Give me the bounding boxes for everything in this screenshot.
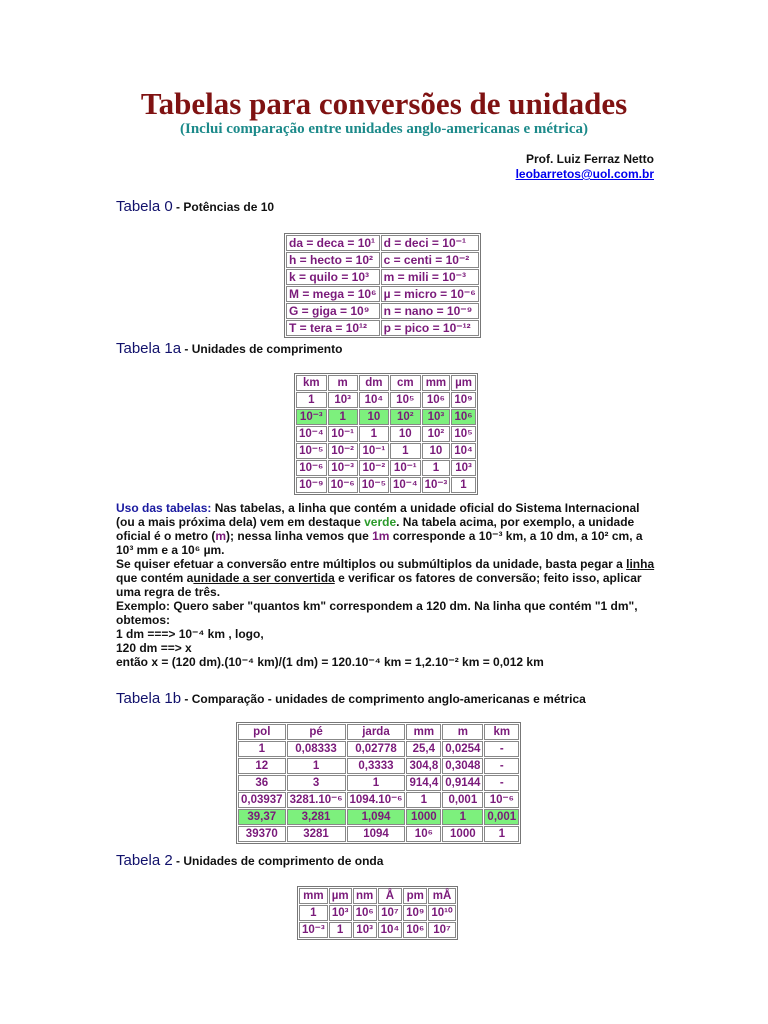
- table-cell: 10⁻³: [296, 409, 327, 425]
- usage-text-p1: Nas tabelas, a linha que contém a unidade oficial do Sistema Internacional (ou a mais próxima dela) vem em destaque: [116, 501, 640, 529]
- table-cell: 10⁷: [378, 905, 402, 921]
- table-potencias: [284, 233, 481, 338]
- verde-word: verde: [364, 515, 397, 529]
- table-header-cell: mm: [299, 888, 328, 904]
- table-cell: 1000: [406, 809, 441, 825]
- table-cell: 10⁻³: [299, 922, 328, 938]
- table-cell: 10⁻³: [422, 477, 451, 493]
- table-header-cell: nm: [353, 888, 377, 904]
- table-cell: 3281.10⁻⁶: [287, 792, 346, 808]
- table-cell: 3: [287, 775, 346, 791]
- table-cell: 10⁶: [353, 905, 377, 921]
- table-cell: 304,8: [406, 758, 441, 774]
- example-step-1: 1 dm ===> 10⁻⁴ km , logo,: [116, 627, 264, 641]
- usage-line2-a: Se quiser efetuar a conversão entre múltiplos ou submúltiplos da unidade, basta pegar a: [116, 557, 627, 571]
- table-cell: 0,3048: [442, 758, 483, 774]
- table-row: [238, 809, 519, 825]
- table-header-row: [299, 888, 456, 904]
- usage-line2-b: que contém a: [116, 571, 194, 585]
- table-cell: 10⁶: [403, 922, 427, 938]
- table-cell: 12: [238, 758, 286, 774]
- table-row: [286, 320, 479, 336]
- table-cell: 1: [442, 809, 483, 825]
- section-heading-tabela-1a: [116, 340, 342, 357]
- section-label: Tabela 1b: [116, 690, 182, 707]
- table-cell: 1,094: [347, 809, 406, 825]
- table-cell: 0,03937: [238, 792, 286, 808]
- table-cell: 0,08333: [287, 741, 346, 757]
- table-cell: µ = micro = 10⁻⁶: [381, 286, 479, 302]
- table-cell: 10⁶: [406, 826, 441, 842]
- table-cell: 10⁻⁴: [296, 426, 327, 442]
- table-cell: 10³: [329, 905, 352, 921]
- table-cell: h = hecto = 10²: [286, 252, 380, 268]
- table-cell: 1094: [347, 826, 406, 842]
- table-header-cell: pm: [403, 888, 427, 904]
- table-cell: m = mili = 10⁻³: [381, 269, 479, 285]
- table-cell: -: [484, 758, 519, 774]
- table-cell: 10²: [390, 409, 421, 425]
- table-cell: 1: [390, 443, 421, 459]
- table-cell: 1: [422, 460, 451, 476]
- section-label: Tabela 1a: [116, 340, 182, 357]
- table-cell: 10⁻¹: [390, 460, 421, 476]
- table-cell: -: [484, 741, 519, 757]
- table-cell: T = tera = 10¹²: [286, 320, 380, 336]
- table-row: [296, 392, 476, 408]
- table-comprimento-onda: [297, 886, 458, 940]
- table-cell: 10³: [353, 922, 377, 938]
- table-cell: c = centi = 10⁻²: [381, 252, 479, 268]
- table-cell: 1: [329, 922, 352, 938]
- table-cell: 10⁻⁹: [296, 477, 327, 493]
- table-row: [238, 826, 519, 842]
- section-heading-tabela-1b: [116, 690, 586, 707]
- table-row: [238, 792, 519, 808]
- table-cell: 1: [299, 905, 328, 921]
- table-header-cell: cm: [390, 375, 421, 391]
- author-block: [516, 152, 654, 182]
- table-cell: 10³: [451, 460, 475, 476]
- table-header-cell: µm: [451, 375, 475, 391]
- onem-word: 1m: [372, 529, 390, 543]
- table-header-cell: mÅ: [428, 888, 455, 904]
- table-cell: 10⁵: [390, 392, 421, 408]
- table-row: [286, 269, 479, 285]
- table-cell: 1: [328, 409, 358, 425]
- table-row: [286, 286, 479, 302]
- table-cell: d = deci = 10⁻¹: [381, 235, 479, 251]
- usage-line2-c: e verificar os fatores de conversão; feito isso, aplicar uma regra de três.: [116, 571, 642, 599]
- table-cell: 10: [390, 426, 421, 442]
- example-result: então x = (120 dm).(10⁻⁴ km)/(1 dm) = 120.10⁻⁴ km = 1,2.10⁻² km = 0,012 km: [116, 655, 544, 669]
- table-anglo-metrica: [236, 722, 521, 844]
- table-header-cell: pé: [287, 724, 346, 740]
- table-row: [238, 758, 519, 774]
- table-cell: 10⁴: [359, 392, 389, 408]
- table-cell: 10⁻⁴: [390, 477, 421, 493]
- table-cell: M = mega = 10⁶: [286, 286, 380, 302]
- table-cell: da = deca = 10¹: [286, 235, 380, 251]
- example-line: Exemplo: Quero saber "quantos km" correspondem a 120 dm. Na linha que contém "1 dm", obtemos:: [116, 599, 638, 627]
- table-cell: G = giga = 10⁹: [286, 303, 380, 319]
- table-cell: -: [484, 775, 519, 791]
- table-cell: 0,02778: [347, 741, 406, 757]
- table-cell: 10²: [422, 426, 451, 442]
- table-cell: 10⁻¹: [359, 443, 389, 459]
- table-row: [238, 775, 519, 791]
- usage-text-p4: corresponde a 10⁻³ km, a 10 dm, a 10² cm, a 10³ mm e a 10⁶ µm.: [116, 529, 643, 557]
- table-cell: 10⁻²: [328, 443, 358, 459]
- section-heading-tabela-2: [116, 852, 383, 869]
- section-label: Tabela 0: [116, 198, 173, 215]
- table-cell: 10⁻⁶: [328, 477, 358, 493]
- table-header-cell: Å: [378, 888, 402, 904]
- table-cell: 10⁴: [378, 922, 402, 938]
- table-cell: 914,4: [406, 775, 441, 791]
- table-cell: 1: [484, 826, 519, 842]
- table-comprimento: [294, 373, 478, 495]
- section-desc: - Unidades de comprimento de onda: [172, 854, 384, 868]
- table-cell: 1: [296, 392, 327, 408]
- table-header-cell: µm: [329, 888, 352, 904]
- table-cell: k = quilo = 10³: [286, 269, 380, 285]
- table-row: [286, 235, 479, 251]
- table-row: [238, 741, 519, 757]
- table-cell: 39,37: [238, 809, 286, 825]
- usage-text-p3: ); nessa linha vemos que: [226, 529, 373, 543]
- table-row: [286, 303, 479, 319]
- table-header-cell: dm: [359, 375, 389, 391]
- table-cell: 3281: [287, 826, 346, 842]
- unidade-phrase: unidade a ser convertida: [193, 571, 335, 585]
- table-header-cell: km: [484, 724, 519, 740]
- table-cell: 10⁻⁵: [359, 477, 389, 493]
- table-row: [286, 252, 479, 268]
- table-cell: 1: [347, 775, 406, 791]
- usage-label: Uso das tabelas:: [116, 501, 212, 515]
- table-row: [296, 409, 476, 425]
- table-cell: 1: [238, 741, 286, 757]
- m-word: m: [215, 529, 227, 543]
- table-row: [299, 922, 456, 938]
- table-row: [296, 477, 476, 493]
- table-cell: 10⁻²: [359, 460, 389, 476]
- table-cell: 10: [422, 443, 451, 459]
- table-header-row: [296, 375, 476, 391]
- table-header-cell: mm: [422, 375, 451, 391]
- table-cell: n = nano = 10⁻⁹: [381, 303, 479, 319]
- table-cell: 1094.10⁻⁶: [347, 792, 406, 808]
- table-cell: 10⁻⁵: [296, 443, 327, 459]
- table-header-cell: m: [328, 375, 358, 391]
- table-header-cell: mm: [406, 724, 441, 740]
- section-desc: - Comparação - unidades de comprimento anglo-americanas e métrica: [181, 692, 586, 706]
- table-cell: 0,0254: [442, 741, 483, 757]
- table-cell: p = pico = 10⁻¹²: [381, 320, 479, 336]
- table-cell: 25,4: [406, 741, 441, 757]
- usage-text-p2: . Na tabela acima, por exemplo, a unidade oficial é o metro (: [116, 515, 635, 543]
- table-cell: 10⁵: [451, 426, 475, 442]
- table-cell: 10⁷: [428, 922, 455, 938]
- example-step-2: 120 dm ==> x: [116, 641, 192, 655]
- table-cell: 1: [451, 477, 475, 493]
- usage-text: [116, 501, 656, 669]
- table-cell: 1: [406, 792, 441, 808]
- table-cell: 10⁶: [451, 409, 475, 425]
- table-header-row: [238, 724, 519, 740]
- table-cell: 10⁻⁶: [296, 460, 327, 476]
- page-subtitle: (Inclui comparação entre unidades anglo-americanas e métrica): [180, 121, 588, 137]
- table-cell: 10⁻⁶: [484, 792, 519, 808]
- table-row: [296, 426, 476, 442]
- linha-word: linha: [626, 557, 655, 571]
- table-header-cell: km: [296, 375, 327, 391]
- table-row: [296, 443, 476, 459]
- table-cell: 10⁹: [403, 905, 427, 921]
- table-cell: 10⁻¹: [328, 426, 358, 442]
- table-cell: 10³: [422, 409, 451, 425]
- table-row: [299, 905, 456, 921]
- table-cell: 1: [287, 758, 346, 774]
- table-cell: 0,3333: [347, 758, 406, 774]
- table-cell: 10⁴: [451, 443, 475, 459]
- page-title: Tabelas para conversões de unidades: [140, 86, 628, 121]
- table-cell: 39370: [238, 826, 286, 842]
- table-cell: 10⁻³: [328, 460, 358, 476]
- table-cell: 36: [238, 775, 286, 791]
- author-name: Prof. Luiz Ferraz Netto: [525, 152, 654, 166]
- table-header-cell: jarda: [347, 724, 406, 740]
- table-cell: 0,001: [442, 792, 483, 808]
- table-cell: 3,281: [287, 809, 346, 825]
- table-cell: 0,001: [484, 809, 519, 825]
- section-desc: - Unidades de comprimento: [181, 342, 343, 356]
- table-cell: 10¹⁰: [428, 905, 455, 921]
- table-cell: 0,9144: [442, 775, 483, 791]
- table-cell: 1: [359, 426, 389, 442]
- table-header-cell: pol: [238, 724, 286, 740]
- table-cell: 10⁶: [422, 392, 451, 408]
- author-email-link[interactable]: leobarretos@uol.com.br: [515, 167, 654, 181]
- table-cell: 10: [359, 409, 389, 425]
- section-heading-tabela-0: [116, 198, 274, 215]
- table-row: [296, 460, 476, 476]
- section-label: Tabela 2: [116, 852, 173, 869]
- table-header-cell: m: [442, 724, 483, 740]
- section-desc: - Potências de 10: [172, 200, 275, 214]
- table-cell: 1000: [442, 826, 483, 842]
- table-cell: 10³: [328, 392, 358, 408]
- table-cell: 10⁹: [451, 392, 475, 408]
